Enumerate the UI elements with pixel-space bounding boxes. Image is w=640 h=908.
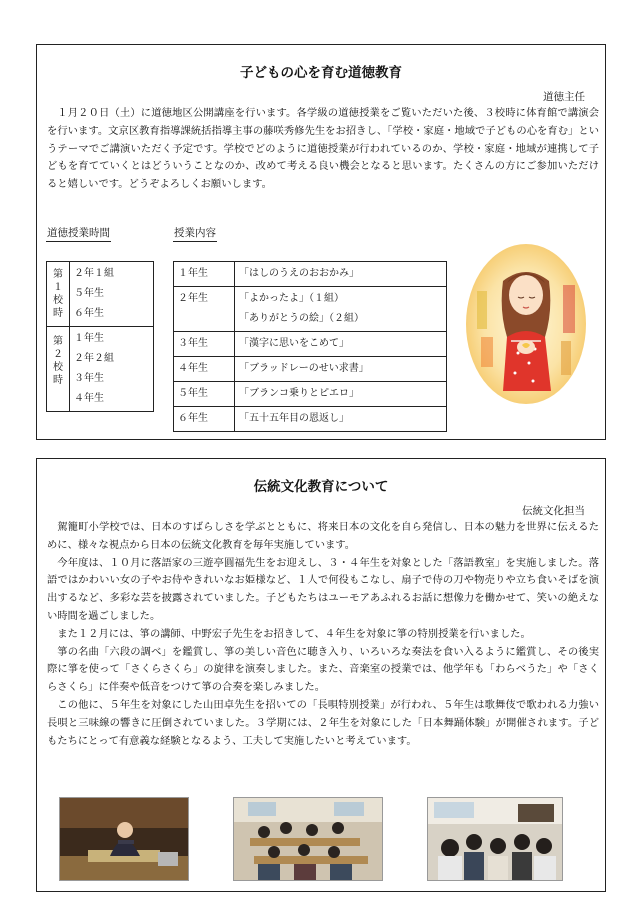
class-item: ４年生: [74, 393, 104, 404]
lesson-grade: ５年生: [174, 382, 235, 407]
lesson-title: 「漢字に思いをこめて」: [235, 332, 447, 357]
lesson-grade: ２年生: [174, 287, 235, 332]
schedule-table: [46, 261, 154, 412]
class-item: ２年２組: [74, 353, 114, 364]
class-item: ６年生: [74, 308, 104, 319]
rakugo-photo: [59, 797, 189, 881]
lesson-row: [174, 382, 447, 407]
girl-illustration: [463, 241, 589, 407]
nagauta-class-photo: [427, 797, 563, 881]
culture-author: 伝統文化担当: [522, 505, 585, 517]
culture-paragraph: 今年度は、１０月に落語家の三遊亭圓福先生をお迎えし、３・４年生を対象とした「落語教室」を実施しました。落語ではかわいい女の子やお侍やきれいなお姫様など、１人で何役もこなし、扇子で侍の刀や物売りや立ち食いそばを演出するなど、多彩な芸を披露されていました。子どもたちはユーモアあふれるお話に想像力を働かせて、笑いの絶えない時間を過ごしました。: [47, 556, 599, 622]
lesson-title: 「ブラッドレーのせい求書」: [235, 357, 447, 382]
period-2-classes: [70, 327, 154, 412]
lesson-row: [174, 407, 447, 432]
moral-paragraph: [47, 105, 599, 194]
culture-body: [47, 519, 599, 750]
moral-author: 道徳主任: [543, 91, 585, 103]
period-2-label: 第 ２ 校 時: [47, 327, 70, 412]
lesson-grade: ４年生: [174, 357, 235, 382]
class-item: ２年１組: [74, 268, 114, 279]
moral-education-section: [36, 44, 606, 440]
content-heading: 授業内容: [173, 225, 217, 242]
lesson-title: 「五十五年目の恩返し」: [235, 407, 447, 432]
lesson-grade: １年生: [174, 262, 235, 287]
lesson-grade: ３年生: [174, 332, 235, 357]
schedule-heading: 道徳授業時間: [46, 225, 111, 242]
class-item: １年生: [74, 333, 104, 344]
class-item: ５年生: [74, 288, 104, 299]
schedule-period-2: [47, 327, 154, 412]
moral-title: 子どもの心を育む道徳教育: [240, 65, 402, 81]
lesson-title: 「ブランコ乗りとピエロ」: [235, 382, 447, 407]
lesson-row: [174, 262, 447, 287]
lesson-grade: ６年生: [174, 407, 235, 432]
koto-lesson-photo: [233, 797, 383, 881]
class-item: ３年生: [74, 373, 104, 384]
moral-paragraph-text: １月２０日（土）に道徳地区公開講座を行います。各学級の道徳授業をご覧いただいた後、３校時に体育館で講演会を行います。文京区教育指導課統括指導主事の藤咲秀修先生をお招きし、「学校・家庭・地域で子どもの心を育む」というテーマでご講演いただく予定です。学校でどのように道徳授業が行われているのか、学校・家庭・地域が連携して子どもを育てていくとはどういうことなのか、改めて考える良い機会となると思います。たくさんの方にご参加いただけると嬉しいです。どうぞよろしくお願いします。: [47, 107, 599, 191]
lessons-table: [173, 261, 447, 432]
lesson-titles: 「よかったよ」（１組） 「ありがとうの絵」（２組）: [235, 287, 447, 332]
schedule-period-1: [47, 262, 154, 327]
lesson-title: 「はしのうえのおおかみ」: [235, 262, 447, 287]
traditional-culture-section: [36, 458, 606, 892]
lesson-row: [174, 287, 447, 332]
culture-paragraph: この他に、５年生を対象にした山田卓先生を招いての「長唄特別授業」が行われ、５年生は歌舞伎で歌われる力強い長唄と三味線の響きに圧倒されていました。３学期には、２年生を対象にした「日本舞踊体験」が開催されます。子どもたちにとって有意義な経験となるよう、工夫して実施したいと考えています。: [47, 698, 599, 747]
lesson-row: [174, 332, 447, 357]
culture-title: 伝統文化教育について: [253, 479, 389, 495]
lesson-row: [174, 357, 447, 382]
culture-paragraph: 駕籠町小学校では、日本のすばらしさを学ぶとともに、将来日本の文化を自ら発信し、日本の魅力を世界に伝えるために、様々な視点から日本の伝統文化教育を毎年実施しています。: [47, 521, 599, 551]
culture-paragraph: また１２月には、箏の講師、中野宏子先生をお招きして、４年生を対象に箏の特別授業を行いました。: [57, 627, 531, 640]
period-1-label: 第 １ 校 時: [47, 262, 70, 327]
period-1-classes: [70, 262, 154, 327]
culture-paragraph: 箏の名曲「六段の調べ」を鑑賞し、箏の美しい音色に聴き入り、いろいろな奏法を食い入るように鑑賞し、その後実際に箏を使って「さくらさくら」の旋律を演奏しました。また、音楽室の授業では、他学年も「わらべうた」や「さくらさくら」に伴奏や低音をつけて箏の合奏を楽しみました。: [47, 645, 599, 694]
